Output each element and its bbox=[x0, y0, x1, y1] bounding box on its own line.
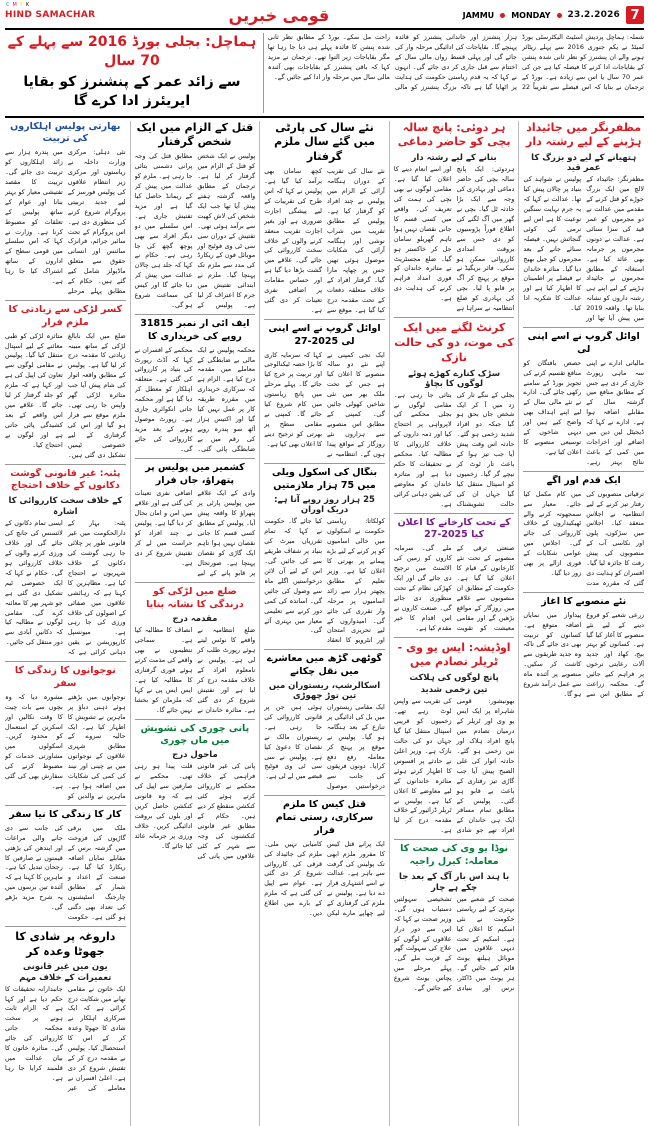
story-body: بجلی کے ننگے تار کی زد میں آ کر ایک شخص جاں بحق ہو گیا جبکہ دو افراد شدید زخمی ہو گئے۔ حادثہ اس وقت پیش آیا جب تیز ہوا کے باعث تار ٹوٹ کر نیچے گر گیا۔ زخمیوں کو اسپتال منتقل کیا گیا جہاں ان کی حالت تشویشناک بتائی جا رہی ہے۔ مقامی لوگوں نے بجلی محکمے کی لاپرواہی پر احتجاج کیا اور ذمہ داروں کے خلاف کارروائی کا مطالبہ کیا۔ محکمے نے تحقیقات کا حکم دیا ہے اور متاثرہ خاندان کو معاوضے کی یقین دہانی کرائی ہے۔ bbox=[393, 390, 515, 508]
column-5 bbox=[518, 121, 644, 1126]
story-subhead: یون میں غیر قانونی تعمیرات کے خلاف مہم bbox=[19, 961, 112, 983]
story-headline: ایک قدم اور آگے bbox=[546, 474, 621, 486]
story-headline: مظفرنگر میں جائیداد ہڑپنے کے لیے رشتہ دار bbox=[525, 120, 642, 149]
story-body: محکمہ پولیس نے ایک مالی بے ضابطگی کے معاملے میں مقدمہ درج کیا ہے۔ الزام ہے کہ سرکاری خریداری میں مقررہ طریقہ کار پر عمل نہیں کیا گیا اور اکتیس ہزار آٹھ سو پندرہ روپے کی رقم میں بے ضابطگی پائی گئی۔ محکمے کے افسران نے کہا کہ آڈٹ رپورٹ کی بنیاد پر کارروائی کی گئی ہے۔ متعلقہ اہلکار کو معطل کر دیا گیا ہے اور محکمہ جاتی انکوائری جاری ہے۔ رپورٹ موصول ہونے کے بعد مزید کارروائی کی جائے گی۔ bbox=[134, 345, 256, 453]
column-1 bbox=[5, 121, 126, 1126]
story-body: ایک پرانے قتل کیس کا مفرور ملزم ابھی تک پولیس کی گرفت سے باہر ہے۔ عدالت نے اسے اشتہاری قرار دے دیا ہے۔ پولیس نے ملزم کی گرفتاری کے لیے چھاپے مارے لیکن کامیابی نہیں ملی۔ ملزم کی جائیداد کی قرقی کی کارروائی شروع کر دی گئی ہے۔ عوام سے اپیل کی گئی ہے کہ ملزم کے بارے میں اطلاع دیں۔ bbox=[264, 839, 385, 918]
story-body: صنعتی ترقی کے منصوبے کے تحت نئے کارخانوں کے قیام کا اعلان کیا گیا ہے۔ حکومت کے مطابق ان منصوبوں سے علاقے میں روزگار کے مواقع بڑھیں گے اور مقامی معیشت کو تقویت ملے گی۔ سرمایہ کاروں کو زمین کی الاٹمنٹ میں ترجیح دی جائے گی اور ایک کھڑکی نظام کے تحت منظوری دی جائے گی۔ صنعت کاروں نے اس اقدام کا خیر مقدم کیا ہے۔ bbox=[393, 544, 515, 632]
story-headline: بھارتی پولیس اہلکاروں کی تربیت bbox=[10, 120, 121, 145]
story bbox=[264, 653, 385, 796]
story-body: ہردوئی: ایک پانچ سالہ بچی کی حاضر دماغی اور بہادری کی وجہ سے ایک بڑا حادثہ ٹل گیا۔ بچی نے گھر میں آگ لگنے کی اطلاع فوراً پڑوسیوں کو دی جس سے بروقت امدادی کارروائی ممکن ہو سکی۔ فائر بریگیڈ نے موقع پر پہنچ کر آگ پر قابو پا لیا۔ بچی کی بہادری کو ضلع انتظامیہ نے سراہا ہے اور اسے انعام دینے کا اعلان کیا گیا ہے۔ مقامی لوگوں نے بھی بچی کی ہمت کی تعریف کی۔ واقعے میں کسی قسم کا جانی نقصان نہیں ہوا تاہم گھریلو سامان جل کر خاکستر ہو گیا۔ ضلع مجسٹریٹ نے متاثرہ خاندان کو فوری امداد فراہم کرنے کی ہدایت دی ہے۔ bbox=[393, 165, 515, 313]
story-headline: ہر دوئی: پانچ سالہ بچی کو حاضر دماغی bbox=[397, 120, 511, 149]
story-subhead: اسکالرشپ، ریستوران میں تین توڑ چھوڑی bbox=[268, 680, 381, 701]
publication-date: 23.2.2026 bbox=[567, 10, 620, 20]
story-body: زرعی شعبے کو فروغ دینے کے لیے نئے منصوبے کا آغاز کیا گیا ہے۔ کسانوں کو بہتر بیج، کھاد اور جدید آلات رعایتی نرخوں پر فراہم کیے جائیں گے۔ محکمہ زراعت کے مطابق اس سے پیداوار میں نمایاں اضافہ متوقع ہے۔ کسانوں کو تربیت بھی دی جائے گی تاکہ وہ جدید طریقوں سے کاشت کر سکیں۔ منصوبے پر آئندہ ماہ سے عمل درآمد شروع ہو گا۔ bbox=[523, 610, 644, 699]
story-headline: گوٹھی گڑھ میں معاشرے میں نقل چکانے bbox=[266, 653, 383, 678]
column-3 bbox=[259, 121, 385, 1126]
story-body: ایک خاتون نے مقامی تھانے میں شکایت درج کرائی ہے کہ ایک سرکاری اہلکار نے شادی کا جھوٹا وعدہ کر کے اس کا استحصال کیا۔ پولیس نے مقدمہ درج کر کے تفتیش شروع کر دی ہے۔ اعلیٰ افسران نے معاملے کی غیر جانبدارانہ تحقیقات کا حکم دیا ہے اور کہا ہے کہ الزام ثابت ہونے پر سخت محکمہ جاتی کارروائی کی جائے گی۔ متاثرہ خاتون کا بیان عدالت میں قلمبند کرایا جا رہا ہے۔ bbox=[5, 984, 126, 1092]
story bbox=[135, 723, 256, 865]
story-body: نئے سال کی تقریب کے دوران ہنگامہ آرائی کے الزام میں پولیس نے چند افراد کو گرفتار کیا ہے۔ پولیس کے مطابق تقریب میں شراب نوشی اور ہنگامہ آرائی کی شکایات موصول ہوئی تھیں جس پر چھاپہ مارا گیا۔ گرفتار افراد کے خلاف متعلقہ دفعات کے تحت مقدمہ درج کیا گیا ہے۔ موقع سے کچھ سامان بھی برآمد کیا گیا ہے۔ پولیس نے کہا کہ اس طرح کی تقریبات کے لیے پیشگی اجازت ضروری ہے اور بغیر اجازت تقریب منعقد کرنے والوں کے خلاف سخت کارروائی کی جائے گی۔ علاقے میں گشت بڑھا دیا گیا ہے اور حساس مقامات پر اضافی نفری تعینات کر دی گئی ہے۔ bbox=[264, 167, 385, 314]
story bbox=[394, 321, 515, 514]
story-headline: نئے منصوبے کا آغاز bbox=[541, 595, 627, 607]
story-headline: نوڈا یو وی کی صحت کا معاملہ: کیرل راجیہ bbox=[400, 843, 509, 867]
story-body: صحت کے شعبے میں بہتری کے لیے ریاستی حکومت نے نئی اسکیم کا اعلان کیا ہے۔ اسکیم کے تحت دیہی علاقوں میں موبائل ہیلتھ یونٹ قائم کیے جائیں گے۔ ہر یونٹ میں ڈاکٹر، نرس اور بنیادی تشخیصی سہولتیں دستیاب ہوں گی۔ وزیر صحت نے کہا کہ اس سے دور دراز علاقوں کے لوگوں کو علاج کی سہولت گھر کے قریب ملے گی۔ پہلے مرحلے میں پچاس یونٹ شروع کیے جائیں گے۔ bbox=[393, 894, 515, 993]
lead-headline-2: سے زائد عمر کے پنشنرز کو بقایا ایریئرز ادا کرے گا bbox=[23, 73, 241, 109]
story bbox=[135, 586, 256, 720]
story-body: ضلع انتظامیہ نے واقعے کا نوٹس لیتے ہوئے رپورٹ طلب کر لی ہے۔ پولیس نے نامعلوم افراد کے خلاف مقدمہ درج کر لیا ہے اور تفتیش شروع کر دی گئی ہے۔ متاثرہ خاندان نے انصاف کا مطالبہ کیا ہے۔ سماجی تنظیموں نے بھی واقعے کی مذمت کرتے ہوئے فوری گرفتاری کا مطالبہ کیا ہے۔ ایس ایس پی نے کہا کہ ملزمان کو بخشا نہیں جائے گا۔ bbox=[134, 626, 256, 714]
story bbox=[394, 843, 515, 997]
story bbox=[135, 318, 256, 459]
story-headline: اوائل گروپ نے اسے اپنی لی 2025-27 bbox=[268, 322, 381, 347]
story-body: ترقیاتی منصوبوں کی رفتار تیز کرنے کے لیے انتظامیہ نے اجلاس منعقد کیا۔ اجلاس میں سڑکوں، پلوں اور نکاسی آب کے منصوبوں کی پیش رفت کا جائزہ لیا گیا۔ افسران کو ہدایت دی گئی کہ مقررہ مدت میں کام مکمل کیا جائے۔ معیار سے سمجھوتہ کرنے والے ٹھیکیداروں کے خلاف کارروائی کی جائے گی۔ اجلاس میں عوامی شکایات کے فوری ازالے پر بھی زور دیا گیا۔ bbox=[523, 489, 644, 587]
edition-city: JAMMU bbox=[462, 10, 495, 20]
story-subhead: 25 ہزار روز روپے آنا ہے: دریک اوران bbox=[274, 495, 375, 516]
lead-headline-wrap bbox=[5, 33, 264, 113]
story-body: وادی کے ایک علاقے میں پولیس پارٹی پر پتھراؤ کا واقعہ پیش آیا۔ پولیس کے مطابق کسی قسم کا جانی نقصان نہیں ہوا تاہم ایک گاڑی کو نقصان پہنچا ہے۔ صورتحال پر قابو پانے کے لیے اضافی نفری تعینات کی گئی ہے اور علاقے میں امن و امان بحال کر دیا گیا ہے۔ پولیس نے چند افراد کو حراست میں لے کر تفتیش شروع کر دی ہے۔ bbox=[134, 489, 256, 577]
cmyk-y: Y bbox=[19, 2, 24, 8]
story-headline: کسر لڑکی سے زیادتی کا ملزم فرار bbox=[8, 304, 123, 328]
story-body: بھونیشور: قومی شاہراہ پر ایک ایس یو وی اور ٹریلر کے درمیان تصادم میں پانچ افراد ہلاک اور تین زخمی ہو گئے۔ حادثہ اتوار کی علی الصبح پیش آیا جب گاڑی تیز رفتاری کے باعث بے قابو ہو گئی۔ پولیس کے مطابق تمام مسافر ایک ہی خاندان کے افراد تھے جو شادی کی تقریب سے واپس لوٹ رہے تھے۔ زخمیوں کو قریبی اسپتال منتقل کیا گیا جہاں دو کی حالت نازک ہے۔ وزیر اعلیٰ نے حادثے پر افسوس کا اظہار کرتے ہوئے متاثرہ خاندانوں کے لیے معاوضے کا اعلان کیا ہے۔ پولیس نے ٹریلر ڈرائیور کے خلاف مقدمہ درج کر لیا ہے۔ bbox=[393, 697, 515, 835]
story-headline: کرنٹ لگنے میں ایک کی موت، دو کی حالت نازک bbox=[394, 321, 514, 364]
story-body: پولیس نے ایک شخص کو قتل کے الزام میں گرفتار کر لیا ہے۔ ترجمان کے مطابق واقعہ گزشتہ ہفتے پیش آیا تھا جب ایک شخص کی لاش کھیت سے برآمد ہوئی تھی۔ تفتیش کے دوران سی سی ٹی وی فوٹیج اور موبائل فون کے ریکارڈ کی مدد سے ملزم تک پہنچا گیا۔ ملزم نے ابتدائی تفتیش میں جرم کا اعتراف کر لیا ہے۔ پولیس کے مطابق قتل کی وجہ پرانی دشمنی بتائی جا رہی ہے۔ ملزم کو عدالت میں پیش کر کے ریمانڈ حاصل کیا گیا ہے اور مزید تفتیش جاری ہے۔ اس سلسلے میں دو دیگر افراد سے بھی پوچھ گچھ کی جا رہی ہے۔ حکام نے کہا کہ جلد ہی چالان عدالت میں پیش کر دیا جائے گا اور کیس کی سماعت شروع ہو گی۔ bbox=[134, 152, 256, 310]
story bbox=[523, 596, 644, 703]
column-grid bbox=[5, 121, 644, 1126]
cmyk-c: C bbox=[6, 2, 11, 8]
story-headline: کار کا زندگی کا نیا سفر bbox=[9, 808, 122, 820]
story bbox=[5, 121, 126, 301]
publication-day: MONDAY bbox=[511, 10, 551, 20]
story-headline: قتل کے الزام میں ایک شخص گرفتار bbox=[136, 120, 254, 149]
story bbox=[264, 323, 385, 464]
story-body: پانی کی غیر قانونی فراہمی کے خلاف محکمے نے کارروائی کرتے ہوئے کئی کنکشن منقطع کر دیے ہیں۔ حکام کے مطابق غیر قانونی کنکشنوں کی وجہ سے شہر کے کئی علاقوں میں پانی کی قلت پیدا ہو رہی تھی۔ محکمے نے صارفین سے اپیل کی ہے کہ وہ قانونی کنکشن حاصل کریں اور بلوں کی بروقت ادائیگی کریں۔ خلاف ورزی پر جرمانہ عائد کیا جائے گا۔ bbox=[134, 762, 256, 860]
story-subhead: ماحول درج bbox=[172, 750, 218, 761]
story-subhead: مقدمہ درج bbox=[172, 614, 218, 625]
story-body: مالیاتی ادارے نے اپنی سہ ماہی رپورٹ جاری کر دی ہے جس کے مطابق منافع میں گزشتہ سال کے مقابلے اضافہ ہوا ہے۔ ادارے نے کہا کہ ڈیجیٹل لین دین میں اضافے اور اخراجات میں کمی کے باعث نتائج بہتر رہے۔ حصص یافتگان کو منافع تقسیم کرنے کی تجویز بورڈ کے سامنے رکھی جائے گی۔ ادارے نے نئے مالی سال کے لیے اپنے اہداف بھی واضح کیے ہیں اور دیہی شاخوں کے توسیعی منصوبے کا اعلان کیا ہے۔ bbox=[523, 358, 644, 466]
story bbox=[5, 930, 126, 1097]
story-headline: کے تحت کارخانے کا اعلان کیا 2025-27 bbox=[397, 516, 511, 541]
story-body: ضلع میں ایک نابالغ لڑکی کے ساتھ مبینہ زیادتی کا مقدمہ درج کر لیا گیا ہے۔ پولیس کے مطابق واقعہ اتوار کی شام پیش آیا جب متاثرہ لڑکی گھر واپس جا رہی تھی۔ ملزم موقع سے فرار ہو گیا اور اس کی گرفتاری کے لیے خصوصی ٹیمیں تشکیل دی گئی ہیں۔ متاثرہ لڑکی کو طبی معائنے کے لیے اسپتال منتقل کیا گیا۔ پولیس نے مقامی لوگوں سے تعاون کی اپیل کی ہے اور کہا ہے کہ ملزم کو جلد گرفتار کر لیا جائے گا۔ علاقے میں اس واقعے کے بعد کشیدگی پائی جاتی ہے اور لوگوں نے احتجاج کیا۔ bbox=[5, 331, 126, 459]
story-body: ایک نجی کمپنی نے اپنے نئے دو سالہ منصوبے کا اعلان کیا ہے جس کے تحت ملک بھر میں نئی شاخیں کھولی جائیں گی۔ کمپنی کے مطابق اس منصوبے سے ہزاروں نئے روزگار کے مواقع پیدا ہوں گے۔ انتظامیہ نے کہا کہ سرمایہ کاری کا بڑا حصہ ٹیکنالوجی اور تربیت پر خرچ کیا جائے گا۔ پہلے مرحلے میں پانچ ریاستوں میں کام شروع کیا جائے گا۔ کمپنی نے مقامی سطح پر بھرتی کو ترجیح دینے کا اعلان بھی کیا ہے۔ bbox=[264, 350, 385, 458]
lead-body: شملہ: ہماچل پردیش اسٹیٹ الیکٹرسٹی بورڈ لمیٹڈ نے یکم جنوری 2016 سے پہلے ریٹائر ہونے والے ان پنشنرز کو نظر ثانی شدہ پنشن کے بقایاجات ادا کرنے کا فیصلہ کیا ہے جن کی عمر 70 سال یا اس سے زیادہ ہے۔ بورڈ کے ترجمان نے بتایا کہ اس فیصلے سے تقریباً 22 ہزار پنشنرز اور خاندانی پنشنرز کو فائدہ پہنچے گا۔ بقایاجات کی ادائیگی مرحلہ وار کی جائے گی اور پہلی قسط رواں مالی سال کے اختتام سے قبل جاری کر دی جائے گی۔ انہوں نے کہا کہ یہ قدم ریاستی حکومت کی ہدایت پر اٹھایا گیا ہے تاکہ بزرگ پنشنرز کو مالی راحت مل سکے۔ بورڈ کے مطابق نظر ثانی شدہ پنشن کا فائدہ پہلے ہی دیا جا رہا تھا مگر بقایاجات زیر التوا تھے۔ ترجمان نے مزید کہا کہ باقی پنشنرز کے بقایاجات بھی آئندہ مالی سال میں مرحلہ وار ادا کیے جائیں گے۔ bbox=[267, 33, 644, 91]
story bbox=[394, 641, 515, 841]
story bbox=[135, 462, 256, 583]
story-body: کولکاتا: ریاستی حکومت نے اسکولوں میں خالی اسامیوں کو پر کرنے کے لیے بڑے پیمانے پر بھرتی کا اعلان کیا ہے۔ وزیر تعلیم کے مطابق پچھتر ہزار سے زائد اسامیوں پر مرحلہ وار تقرری کی جائے گی۔ امیدواروں کے لیے تحریری امتحان اور انٹرویو کا انعقاد کیا جائے گا۔ حکومت نے کہا کہ تمام تقرریاں میرٹ کی بنیاد پر شفاف طریقے سے کی جائیں گی۔ اس کے لیے آن لائن درخواستیں اگلے ماہ سے وصول کی جائیں گی۔ اساتذہ کی کمی دور کرنے سے تعلیمی معیار میں بہتری آئے گی۔ bbox=[264, 517, 385, 645]
story-body: ملک میں برقی گاڑیوں کی فروخت میں گزشتہ برس کے مقابلے نمایاں اضافہ ریکارڈ کیا گیا ہے۔ صنعت کے اعداد و شمار کے مطابق چارجنگ اسٹیشنوں کی تعداد بھی دگنی ہو گئی ہے۔ حکومت کی جانب سے دی جانے والی مراعات اور ایندھن کی بڑھتی قیمتوں نے صارفین کا رجحان تبدیل کیا ہے۔ ماہرین کا کہنا ہے کہ آئندہ تین برسوں میں یہ شرح مزید بڑھے گی۔ bbox=[5, 823, 126, 922]
story-body: نئی دہلی: مرکزی وزارت داخلہ نے ریاستوں اور مرکزی زیر انتظام علاقوں کی پولیس فورسز کے لیے جدید تربیتی پروگرام شروع کرنے کی منظوری دی ہے۔ اس پروگرام کے تحت سائبر جرائم، فرانزک سائنس اور انسانی حقوق سے متعلق ماڈیولز شامل کیے گئے ہیں۔ حکام کے مطابق پہلے مرحلے میں پندرہ ہزار سے زائد اہلکاروں کو تربیت دی جائے گی۔ تربیت کا مقصد تفتیشی معیار کو بہتر بنانا اور عوام کے ساتھ پولیس کے تعلقات کو مضبوط کرنا ہے۔ وزارت نے کہا کہ اس سلسلے میں قومی سطح کے اداروں کے ساتھ اشتراک کیا جا رہا ہے۔ bbox=[5, 148, 126, 296]
lead-story bbox=[5, 33, 644, 118]
page-number: 7 bbox=[626, 6, 644, 24]
story bbox=[264, 121, 385, 320]
story bbox=[135, 121, 256, 315]
story-subhead: کے خلاف سخت کارروائی کا اشارہ bbox=[8, 496, 123, 518]
story-headline: نئے سال کی پارٹی میں گئے سال ملزم گرفتار bbox=[274, 120, 375, 164]
story-subhead: با ہند اس بار آگ کے بعد جا چکے ہے چار bbox=[399, 871, 510, 893]
story bbox=[394, 517, 515, 638]
paper-name: HIND SAMACHAR bbox=[5, 10, 96, 20]
bullet-icon bbox=[500, 13, 505, 18]
story-headline: ایف آئی آر نمبر 31815 روپے کی خریداری کا bbox=[140, 318, 250, 342]
section-title: قومی خبریں bbox=[228, 5, 330, 25]
bullet-icon bbox=[557, 13, 562, 18]
column-4 bbox=[389, 121, 515, 1126]
story-extra-head: تین زخمی شدید bbox=[420, 685, 488, 696]
story-body: نوجوانوں میں بڑھتے ہوئے ذہنی دباؤ پر ماہرین نے تشویش کا اظہار کیا ہے۔ ایک حالیہ سروے کے مطابق شہری علاقوں کے نوجوانوں میں بے چینی اور نیند کی کمی کی شکایات میں اضافہ ہوا ہے۔ ماہرین نے والدین کو مشورہ دیا کہ وہ بچوں سے بات چیت کا وقت نکالیں اور اسکرین کے استعمال کو محدود کریں۔ اسکولوں میں مشاورتی خدمات کو مضبوط کرنے کی سفارش بھی کی گئی ہے۔ bbox=[5, 692, 126, 800]
story-headline: پٹنہ: غیر قانونی گوشت دکانوں کے خلاف احتجاج bbox=[10, 467, 121, 492]
cmyk-marks bbox=[5, 2, 31, 8]
story-subhead: بنانے کے لیے رشتہ دار bbox=[411, 153, 497, 164]
story bbox=[5, 665, 126, 806]
column-2 bbox=[130, 121, 256, 1126]
story-headline: نوجوانوں کا زندگی کا سفر bbox=[14, 665, 116, 689]
story bbox=[5, 809, 126, 927]
story-headline: قتل کیس کا ملزم سرکاری، رستی تمام فرار bbox=[275, 799, 374, 836]
story-body: پٹنہ: بہار کے دارالحکومت میں غیر قانونی طور پر چلائی جا رہی گوشت کی دکانوں کے خلاف شہریوں نے احتجاج کیا ہے۔ مظاہرین کا کہنا ہے کہ رہائشی علاقوں میں صفائی کے اصولوں کی خلاف ورزی کی جا رہی ہے۔ میونسپل کارپوریشن نے یقین دہانی کرائی ہے کہ ایسی تمام دکانوں کے لائسنس کی جانچ کی جائے گی اور خلاف ورزی کرنے والوں کے خلاف کارروائی ہو گی۔ حکام نے کہا کہ ایک خصوصی ٹیم تشکیل دی گئی ہے جو شہر بھر کا معائنہ کرے گی۔ مقامی لوگوں نے مطالبہ کیا کہ دکانیں آبادی سے دور منتقل کی جائیں۔ bbox=[5, 519, 126, 657]
story bbox=[523, 475, 644, 593]
story bbox=[5, 304, 126, 465]
story bbox=[394, 121, 515, 319]
story-body: ایک مقامی ریستوران میں بل کی ادائیگی پر تنازع کے بعد ہنگامہ ہو گیا۔ پولیس نے موقع پر پہنچ کر معاملہ رفع دفع کرایا۔ دونوں فریقوں کی جانب سے درخواستیں موصول ہوئی ہیں جن پر قانونی کارروائی کی جا رہی ہے۔ ریستوران مالک نے نقصان کا دعویٰ کیا ہے۔ پولیس نے سی سی ٹی وی فوٹیج قبضے میں لے لی ہے۔ bbox=[264, 702, 385, 791]
story bbox=[5, 468, 126, 663]
story-subhead: سڑک کنارے کھڑے ہوئے لوگوں کا بچاؤ bbox=[408, 368, 501, 389]
story-subhead: پانچ لوگوں کی ہلاکت bbox=[409, 673, 499, 684]
story bbox=[264, 467, 385, 651]
lead-body-wrap bbox=[268, 33, 644, 113]
cmyk-k: K bbox=[25, 2, 31, 8]
story-headline: اوڈیشہ: ایس یو وی - ٹریلر تصادم میں bbox=[397, 640, 511, 669]
story-headline: بنگال کی اسکول ویلی میں 75 ہزار ملازمتیں bbox=[271, 466, 378, 491]
cmyk-m: M bbox=[12, 2, 18, 8]
story-subhead: ہتھیانے کے لیے دو بزرگ کا عمر قید bbox=[531, 153, 637, 174]
story-headline: اوائل گروپ نے اسے اپنی لی bbox=[527, 331, 640, 355]
story-headline: کشمیر میں پولیس پر پتھراؤ، جاں فرار bbox=[145, 461, 245, 486]
lead-headline-1: ہماچل: بجلی بورڈ 2016 سے پہلے کے 70 سال bbox=[7, 34, 257, 69]
story bbox=[264, 799, 385, 922]
masthead-right bbox=[463, 6, 644, 24]
story-headline: ضلع میں لڑکی کو درندگی کا نشانہ بنایا bbox=[146, 585, 244, 610]
story-body: مظفرنگر: جائیداد کے لالچ میں ایک بزرگ جوڑے کو قتل کرنے کے مقدمے میں عدالت نے دو مجرموں کو عمر قید کی سزا سنائی ہے۔ عدالت نے دونوں مجرموں پر جرمانہ بھی عائد کیا ہے۔ استغاثہ کے مطابق مجرموں نے جائیداد ہڑپنے کے لیے اپنے ہی رشتہ داروں کو نشانہ بنایا تھا۔ واقعہ 2019 میں پیش آیا تھا اور پولیس نے شواہد کی بنیاد پر چالان پیش کیا تھا۔ عدالت نے کہا کہ یہ جرم نہایت سنگین نوعیت کا ہے اس لیے نرمی کی کوئی گنجائش نہیں۔ فیصلہ سنائے جانے کے بعد مجرموں کو جیل بھیج دیا گیا۔ متاثرہ خاندان نے فیصلے پر اطمینان کا اظہار کیا ہے اور عدالت کا شکریہ ادا کیا۔ bbox=[523, 175, 644, 323]
story bbox=[523, 121, 644, 329]
story bbox=[523, 331, 644, 472]
story-headline: داروغہ پر شادی کا جھوٹا وعدہ کر bbox=[15, 929, 116, 958]
story-headline: پانی چوری کی تشویش میں ماں چوری bbox=[140, 722, 250, 747]
masthead bbox=[5, 4, 644, 30]
